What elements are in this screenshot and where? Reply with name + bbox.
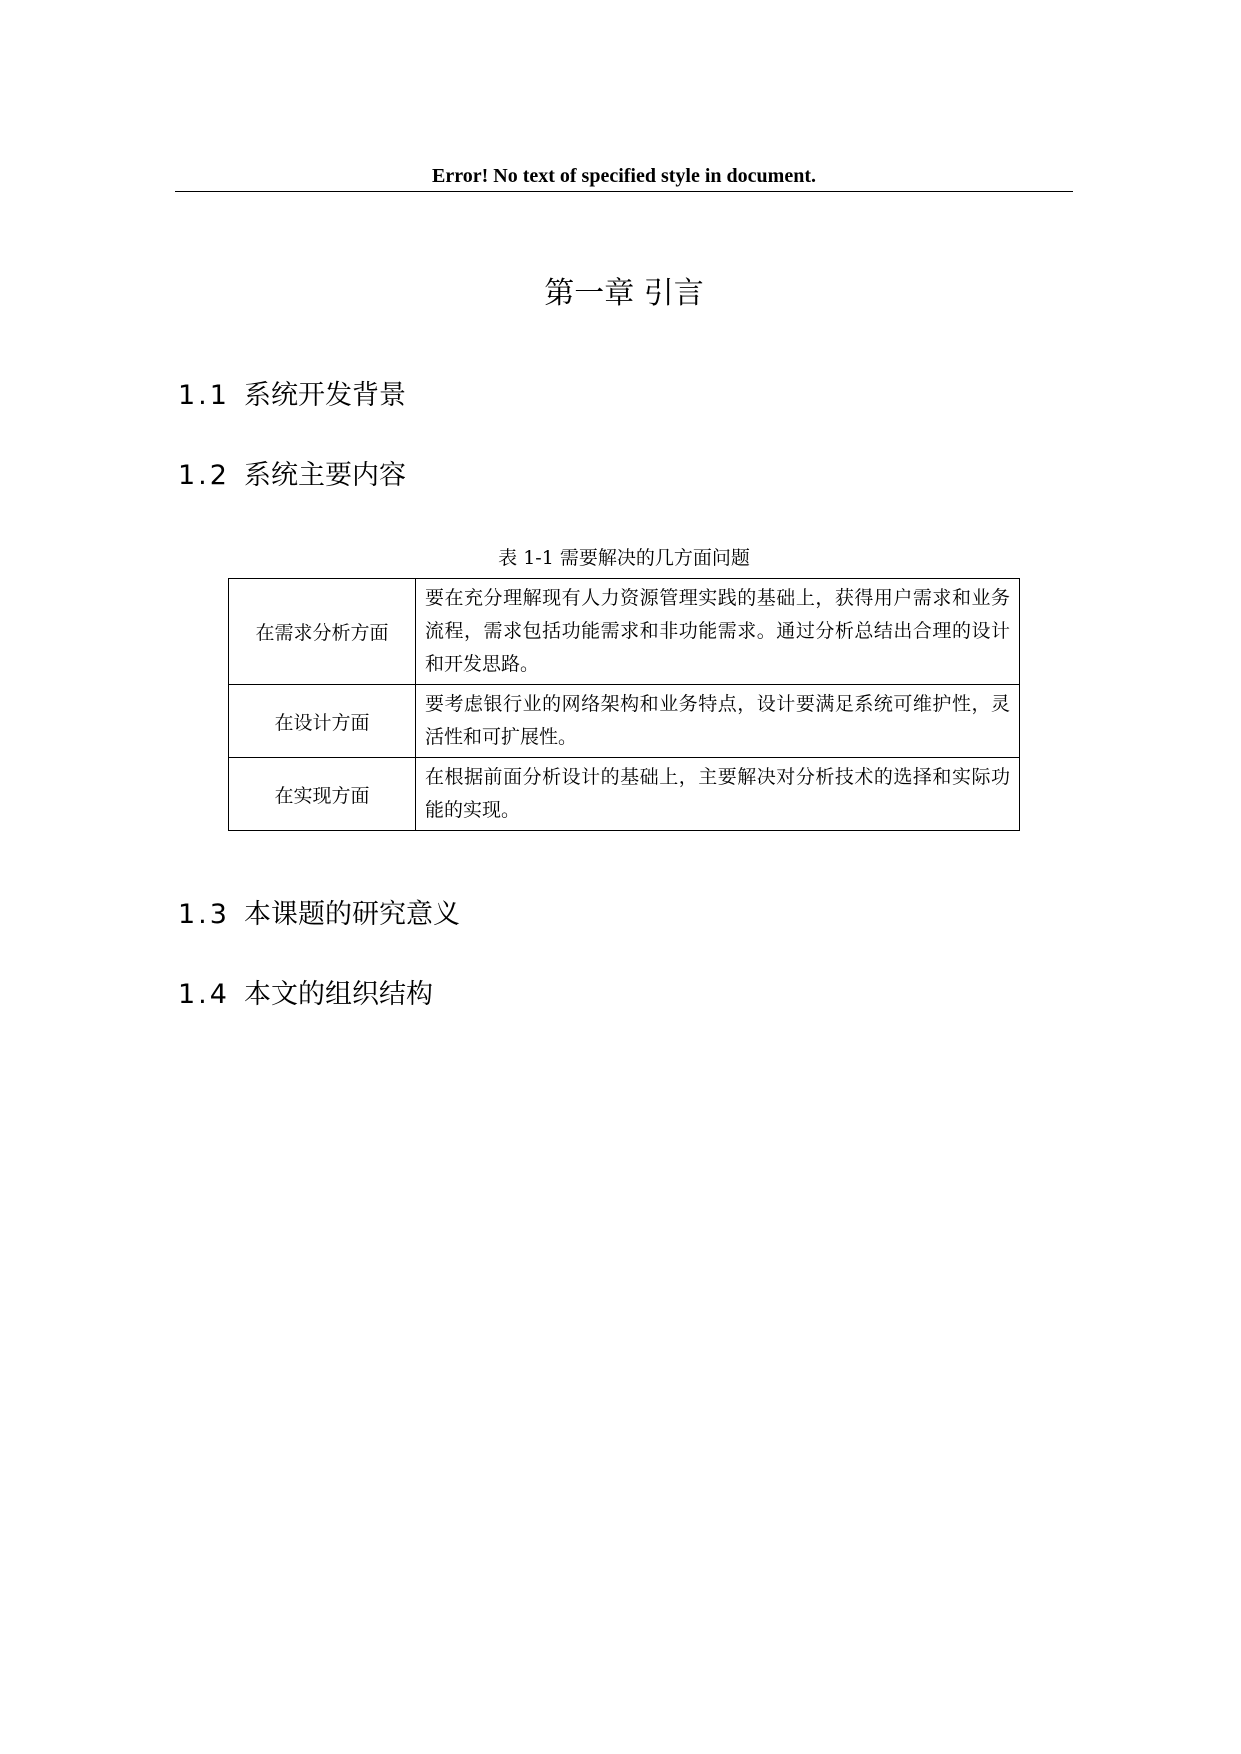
table-cell-description: 要在充分理解现有人力资源管理实践的基础上，获得用户需求和业务流程，需求包括功能需求和非功能需求。通过分析总结出合理的设计和开发思路。 [416,579,1020,685]
header-divider [175,191,1073,192]
section-title: 系统开发背景 [243,380,406,411]
table-cell-aspect: 在设计方面 [229,685,416,758]
section-title: 本文的组织结构 [243,979,433,1010]
section-number: 1.2 [178,460,230,491]
section-title: 系统主要内容 [243,460,406,491]
section-title: 本课题的研究意义 [243,899,460,930]
section-heading-1-1 [178,376,406,416]
table-cell-description: 要考虑银行业的网络架构和业务特点，设计要满足系统可维护性，灵活性和可扩展性。 [416,685,1020,758]
chapter-title: 第一章 引言 [544,276,704,311]
table-row [229,579,1020,685]
section-number: 1.3 [178,899,230,930]
table-cell-aspect: 在实现方面 [229,758,416,831]
table-cell-description: 在根据前面分析设计的基础上，主要解决对分析技术的选择和实际功能的实现。 [416,758,1020,831]
page-header: Error! No text of specified style in document. [431,165,816,187]
table-row [229,685,1020,758]
table-cell-aspect: 在需求分析方面 [229,579,416,685]
table-row [229,758,1020,831]
section-heading-1-4 [178,975,433,1015]
section-heading-1-3 [178,895,460,935]
issues-table [228,578,1020,831]
section-heading-1-2 [178,456,406,496]
table-caption: 表 1-1 需要解决的几方面问题 [498,547,750,569]
section-number: 1.4 [178,979,230,1010]
section-number: 1.1 [178,380,230,411]
